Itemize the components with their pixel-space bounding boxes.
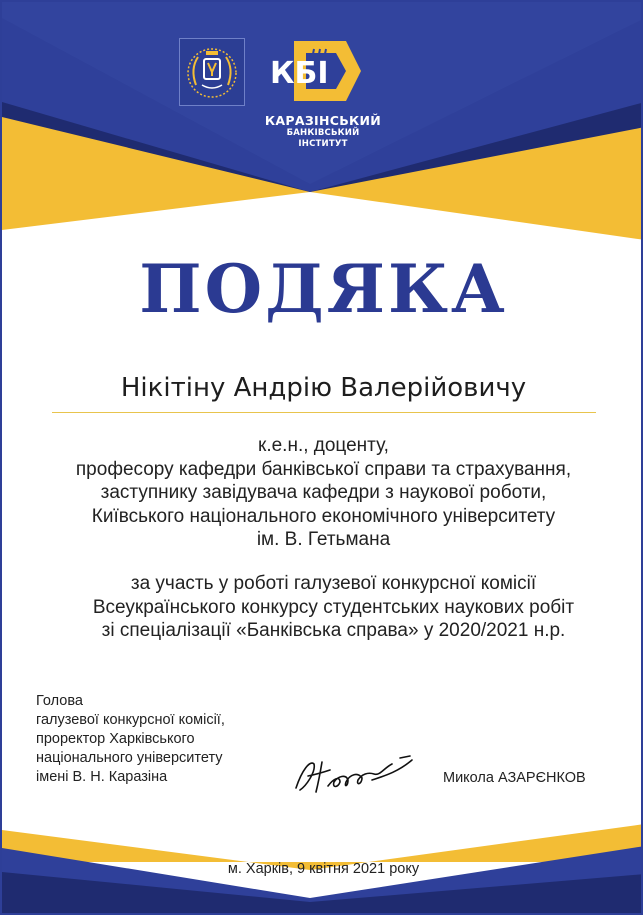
institute-name-line1: КАРАЗІНСЬКИЙ	[264, 113, 382, 128]
signatory-line: імені В. Н. Каразіна	[36, 769, 168, 785]
handwritten-signature	[288, 750, 420, 802]
recipient-position	[2, 434, 643, 552]
award-reason	[12, 572, 643, 643]
kbi-logo	[266, 39, 362, 103]
signatory-line: галузевої конкурсної комісії,	[36, 712, 225, 728]
institute-name-line2: БАНКІВСЬКИЙ	[286, 128, 360, 138]
certificate-title: ПОДЯКА	[139, 250, 508, 328]
reason-line: зі спеціалізації «Банківська справа» у 2020/2021 н.р.	[101, 620, 566, 641]
recipient-name: Нікітіну Андрію Валерійовичу	[120, 373, 527, 403]
signatory-line: національного університету	[36, 750, 223, 766]
position-line: професору кафедри банківської справи та страхування,	[75, 458, 572, 480]
university-seal	[179, 38, 245, 106]
position-line: Київського національного економічного університету	[91, 505, 556, 527]
university-crest-icon	[180, 39, 244, 105]
kbi-abbreviation: КБІ	[270, 56, 329, 91]
position-line: заступнику завідувача кафедри з наукової роботи,	[100, 482, 547, 503]
signatory-line: Голова	[36, 693, 83, 709]
reason-line: Всеукраїнського конкурсу студентських наукових робіт	[92, 596, 575, 618]
signer-name: Микола АЗАРЄНКОВ	[443, 770, 586, 786]
place-and-date: м. Харків, 9 квітня 2021 року	[227, 861, 420, 877]
position-line: ім. В. Гетьмана	[256, 529, 391, 550]
recipient-underline	[52, 412, 596, 413]
position-line: к.е.н., доценту,	[258, 435, 389, 456]
signatory-line: проректор Харківського	[36, 731, 195, 747]
signatory-title	[36, 692, 225, 787]
institute-name-line3: ІНСТИТУТ	[298, 139, 348, 149]
reason-line: за участь у роботі галузевої конкурсної комісії	[130, 573, 537, 594]
